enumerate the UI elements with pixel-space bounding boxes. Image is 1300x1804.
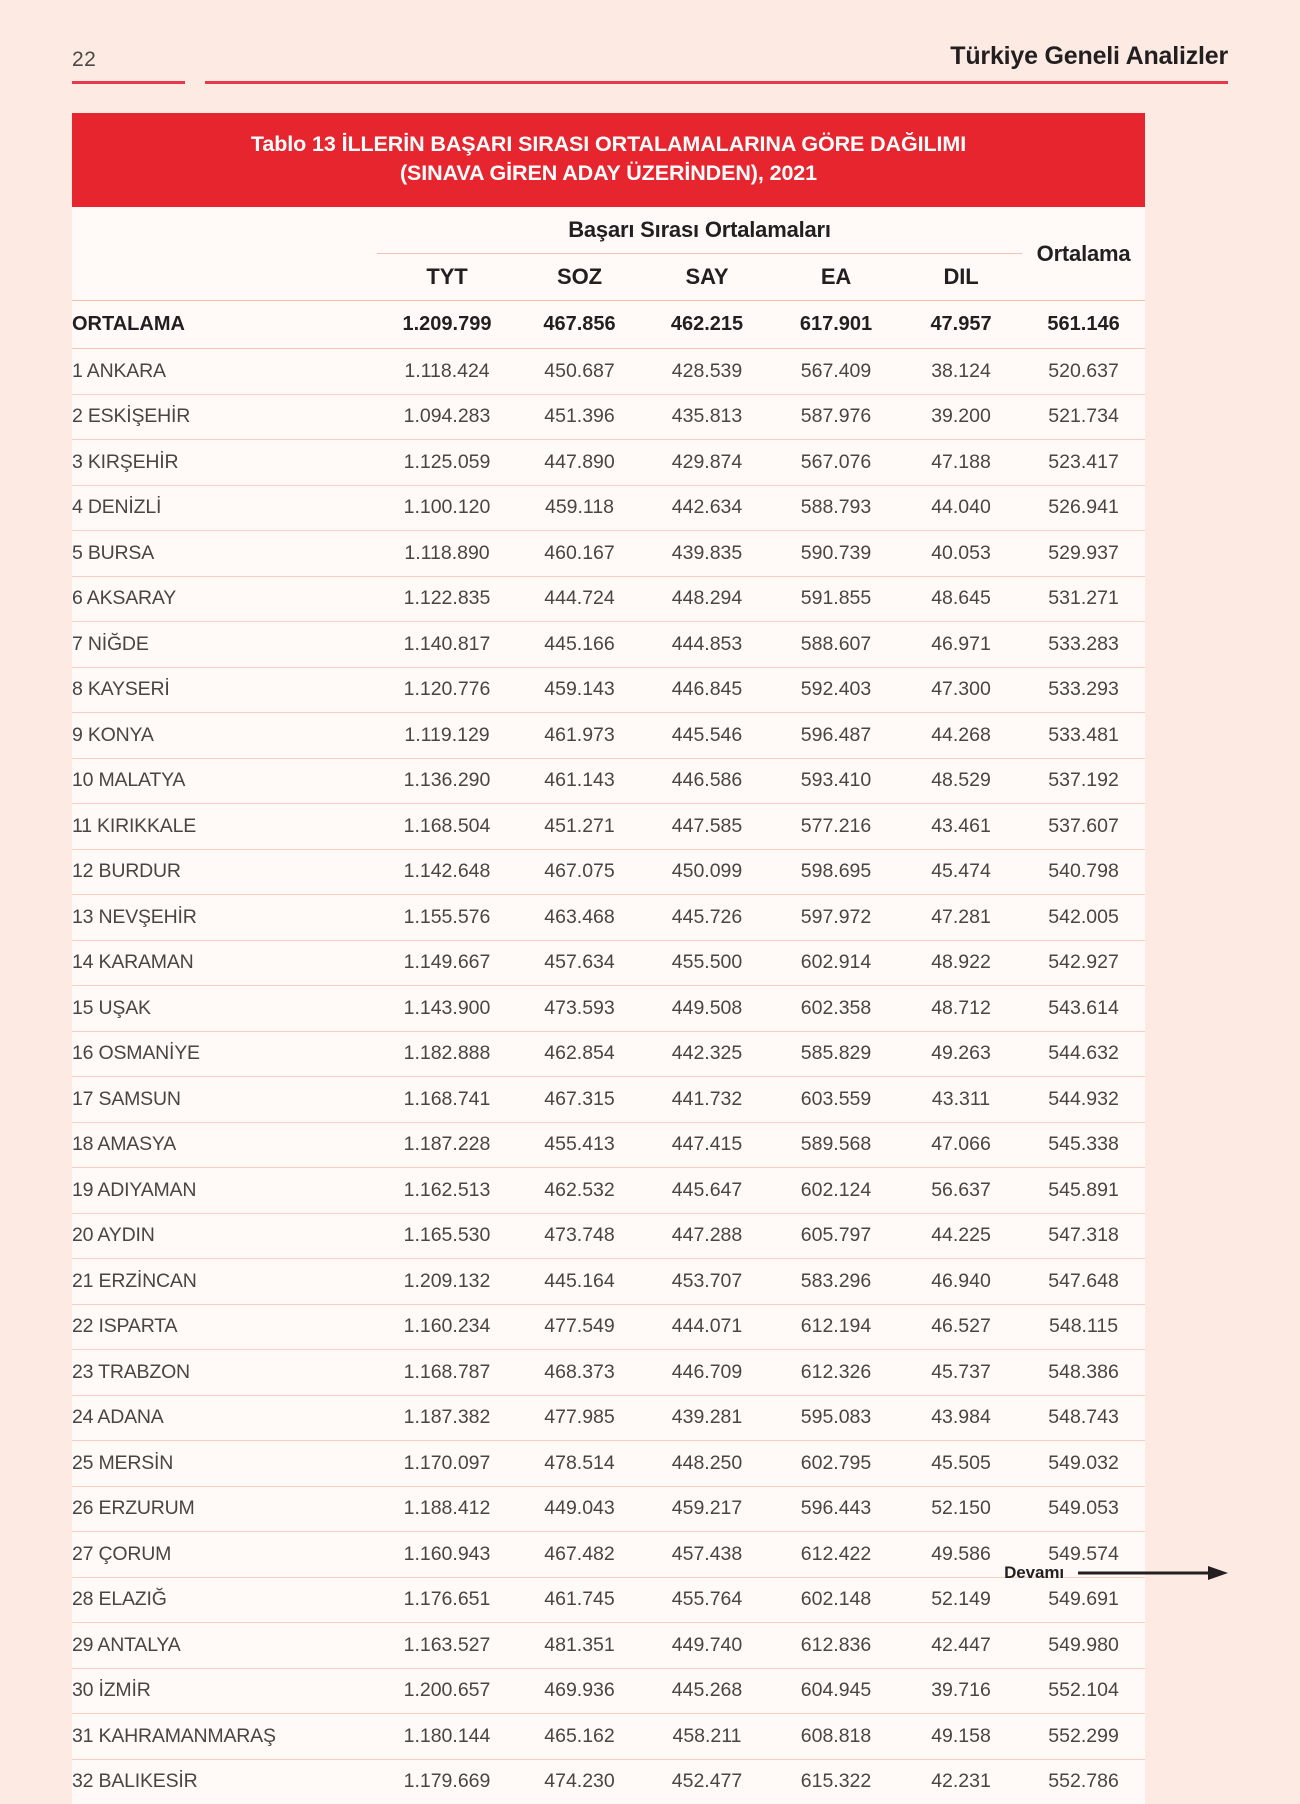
- table-cell-dil: 47.281: [900, 895, 1022, 941]
- average-row: [72, 301, 1145, 349]
- table-cell-city: 27 ÇORUM: [72, 1532, 377, 1578]
- table-row: [72, 758, 1145, 804]
- table-cell-ea: 587.976: [772, 394, 900, 440]
- table-cell-say: 446.709: [642, 1350, 772, 1396]
- table-cell-soz: 473.748: [517, 1213, 642, 1259]
- header-group-basari-sirasi: Başarı Sırası Ortalamaları: [377, 207, 1022, 254]
- table-cell-ea: 612.326: [772, 1350, 900, 1396]
- table-cell-dil: 45.474: [900, 849, 1022, 895]
- table-cell-ea: 583.296: [772, 1259, 900, 1305]
- table-cell-tyt: 1.162.513: [377, 1168, 517, 1214]
- table-head-sub-row: [72, 254, 1145, 301]
- table-cell-ortalama: 542.927: [1022, 940, 1145, 986]
- table-cell-ea: 612.836: [772, 1623, 900, 1669]
- header-column-tyt: TYT: [377, 254, 517, 301]
- table-cell-say: 442.634: [642, 485, 772, 531]
- table-cell-dil: 56.637: [900, 1168, 1022, 1214]
- table-cell-tyt: 1.136.290: [377, 758, 517, 804]
- table-cell-soz: 459.118: [517, 485, 642, 531]
- average-row-ea: 617.901: [772, 301, 900, 349]
- table-cell-tyt: 1.188.412: [377, 1486, 517, 1532]
- table-cell-tyt: 1.180.144: [377, 1714, 517, 1760]
- table-cell-soz: 467.075: [517, 849, 642, 895]
- table-cell-tyt: 1.163.527: [377, 1623, 517, 1669]
- table-cell-dil: 44.268: [900, 713, 1022, 759]
- table-cell-ea: 615.322: [800, 1770, 872, 1793]
- table-cell-ea: 602.795: [772, 1441, 900, 1487]
- table-cell-city: 6 AKSARAY: [72, 576, 377, 622]
- table-cell-ea: 567.076: [772, 440, 900, 486]
- table-row: [72, 1031, 1145, 1077]
- table-cell-dil: 44.225: [900, 1213, 1022, 1259]
- table-row: [72, 394, 1145, 440]
- table-cell-city: 17 SAMSUN: [72, 1077, 377, 1123]
- table-cell-dil: 42.231: [931, 1770, 991, 1793]
- table-cell-ortalama: 549.980: [1022, 1623, 1145, 1669]
- table-cell-say: 439.281: [642, 1395, 772, 1441]
- table-cell-say: 445.647: [642, 1168, 772, 1214]
- table-cell-soz: 451.271: [517, 804, 642, 850]
- table-cell-soz: 445.164: [517, 1259, 642, 1305]
- table-cell-say: 459.217: [642, 1486, 772, 1532]
- table-row: [72, 849, 1145, 895]
- table-cell-ea: 612.194: [772, 1304, 900, 1350]
- table-cell-say: 444.853: [642, 622, 772, 668]
- table-cell-dil: 48.529: [900, 758, 1022, 804]
- table-cell-say: 455.500: [642, 940, 772, 986]
- table-cell-tyt: 1.168.787: [377, 1350, 517, 1396]
- table-row: [72, 713, 1145, 759]
- table-cell-ea: 608.818: [772, 1714, 900, 1760]
- page-running-header: [72, 42, 1228, 90]
- table-cell-tyt: 1.125.059: [377, 440, 517, 486]
- table-cell-city: 2 ESKİŞEHİR: [72, 394, 377, 440]
- table-cell-ortalama: 547.318: [1022, 1213, 1145, 1259]
- table-cell-city: 26 ERZURUM: [72, 1486, 377, 1532]
- table-cell-soz: 477.549: [517, 1304, 642, 1350]
- table-cell-dil: 38.124: [900, 349, 1022, 395]
- table-cell-soz: 461.973: [517, 713, 642, 759]
- table-cell-dil: 49.586: [900, 1532, 1022, 1578]
- table-cell-soz: 462.532: [517, 1168, 642, 1214]
- table-cell-city: 5 BURSA: [72, 531, 377, 577]
- table-cell-say: 452.477: [671, 1770, 743, 1793]
- table-cell-dil: 39.200: [900, 394, 1022, 440]
- table-title-line-1: Tablo 13 İLLERİN BAŞARI SIRASI ORTALAMALARINA GÖRE DAĞILIMI: [250, 132, 967, 156]
- table-cell-soz: 467.315: [517, 1077, 642, 1123]
- table-cell-dil: 52.150: [900, 1486, 1022, 1532]
- table-row: [72, 576, 1145, 622]
- table-cell-city: 25 MERSİN: [72, 1441, 377, 1487]
- table-cell-city: 13 NEVŞEHİR: [72, 895, 377, 941]
- table-cell-soz: 450.687: [517, 349, 642, 395]
- header-column-ortalama: Ortalama: [1022, 207, 1145, 301]
- table-head: [72, 207, 1145, 301]
- table-cell-dil: 48.645: [900, 576, 1022, 622]
- table-cell-ortalama: 523.417: [1022, 440, 1145, 486]
- table-cell-tyt: 1.122.835: [377, 576, 517, 622]
- table-cell-ea: 590.739: [772, 531, 900, 577]
- table-cell-say: 448.250: [642, 1441, 772, 1487]
- table-cell-dil: 52.149: [900, 1577, 1022, 1623]
- table-cell-soz: 463.468: [517, 895, 642, 941]
- table-row: [72, 1168, 1145, 1214]
- table-cell-city: 28 ELAZIĞ: [72, 1577, 377, 1623]
- average-row-soz: 467.856: [517, 301, 642, 349]
- table-row: [72, 1213, 1145, 1259]
- table-cell-dil: 48.712: [900, 986, 1022, 1032]
- table-cell-soz: 481.351: [517, 1623, 642, 1669]
- table-row: [72, 1259, 1145, 1305]
- table-cell-say: 447.585: [642, 804, 772, 850]
- table-cell-city: 18 AMASYA: [72, 1122, 377, 1168]
- table-cell-tyt: 1.165.530: [377, 1213, 517, 1259]
- table-cell-say: 445.726: [642, 895, 772, 941]
- table-cell-say: 429.874: [642, 440, 772, 486]
- header-city-column: [72, 254, 377, 301]
- table-cell-dil: 48.922: [900, 940, 1022, 986]
- table-cell-ortalama: 548.386: [1022, 1350, 1145, 1396]
- table-cell-dil: 47.300: [900, 667, 1022, 713]
- table-cell-say: 445.268: [642, 1668, 772, 1714]
- table-cell-ortalama: 552.299: [1022, 1714, 1145, 1760]
- table-row: [72, 895, 1145, 941]
- table-cell-ea: 602.914: [772, 940, 900, 986]
- table-row: [72, 1668, 1145, 1714]
- table-cell-tyt: 1.170.097: [377, 1441, 517, 1487]
- header-section-title: Türkiye Geneli Analizler: [950, 42, 1228, 70]
- table-cell-ea: 597.972: [772, 895, 900, 941]
- table-cell-city: 14 KARAMAN: [72, 940, 377, 986]
- table-row: [72, 1304, 1145, 1350]
- table-cell-ortalama: 547.648: [1022, 1259, 1145, 1305]
- table-cell-soz: 451.396: [517, 394, 642, 440]
- table-cell-tyt: 1.187.228: [377, 1122, 517, 1168]
- table-cell-tyt: 1.168.504: [377, 804, 517, 850]
- table-cell-ea: 595.083: [772, 1395, 900, 1441]
- table-cell-city: 22 ISPARTA: [72, 1304, 377, 1350]
- table-row: [72, 986, 1145, 1032]
- table-cell-city: 15 UŞAK: [72, 986, 377, 1032]
- table-cell-city: 23 TRABZON: [72, 1350, 377, 1396]
- continuation-marker: [72, 1556, 1228, 1590]
- table-cell-city: 7 NİĞDE: [72, 622, 377, 668]
- table-cell-ea: 602.358: [772, 986, 900, 1032]
- table-cell-ortalama: 545.891: [1022, 1168, 1145, 1214]
- table-cell-ea: 603.559: [772, 1077, 900, 1123]
- table-cell-ea: 605.797: [772, 1213, 900, 1259]
- table-cell-ortalama: 520.637: [1022, 349, 1145, 395]
- table-cell-soz: 457.634: [517, 940, 642, 986]
- average-row-label: ORTALAMA: [72, 301, 377, 349]
- table-cell-say: 442.325: [642, 1031, 772, 1077]
- table-row: [72, 531, 1145, 577]
- table-row: [72, 1759, 1145, 1804]
- table-cell-soz: 465.162: [517, 1714, 642, 1760]
- table-cell-city: 20 AYDIN: [72, 1213, 377, 1259]
- table-container: [72, 113, 1145, 1804]
- table-cell-ea: 592.403: [772, 667, 900, 713]
- table-row: [72, 1486, 1145, 1532]
- table-cell-soz: 462.854: [517, 1031, 642, 1077]
- table-cell-dil: 47.188: [900, 440, 1022, 486]
- table-cell-tyt: 1.160.234: [377, 1304, 517, 1350]
- table-cell-tyt: 1.149.667: [377, 940, 517, 986]
- table-cell-city: 9 KONYA: [72, 713, 377, 759]
- table-cell-ortalama: 533.481: [1022, 713, 1145, 759]
- table-cell-city: 29 ANTALYA: [72, 1623, 377, 1669]
- table-cell-dil: 46.940: [900, 1259, 1022, 1305]
- table-cell-soz: 478.514: [517, 1441, 642, 1487]
- table-row: [72, 1623, 1145, 1669]
- table-cell-soz: 469.936: [517, 1668, 642, 1714]
- table-cell-ea: 585.829: [772, 1031, 900, 1077]
- table-cell-say: 435.813: [642, 394, 772, 440]
- header-city-blank: [72, 207, 377, 254]
- table-row: [72, 667, 1145, 713]
- table-cell-tyt: 1.119.129: [377, 713, 517, 759]
- table-cell-ortalama: 533.293: [1022, 667, 1145, 713]
- table-cell-soz: 461.745: [517, 1577, 642, 1623]
- table-cell-tyt: 1.100.120: [377, 485, 517, 531]
- table-cell-tyt: 1.187.382: [377, 1395, 517, 1441]
- average-row-dil: 47.957: [900, 301, 1022, 349]
- table-cell-say: 448.294: [642, 576, 772, 622]
- table-cell-ortalama: 533.283: [1022, 622, 1145, 668]
- table-cell-say: 444.071: [642, 1304, 772, 1350]
- table-cell-dil: 45.505: [900, 1441, 1022, 1487]
- table-title-line-2: (SINAVA GİREN ADAY ÜZERİNDEN), 2021: [399, 161, 818, 186]
- table-row: [72, 1122, 1145, 1168]
- table-cell-city: 31 KAHRAMANMARAŞ: [72, 1714, 377, 1760]
- table-cell-city: 1 ANKARA: [72, 349, 377, 395]
- table-row: [72, 1395, 1145, 1441]
- table-row: [72, 485, 1145, 531]
- table-cell-soz: 445.166: [517, 622, 642, 668]
- table-cell-ea: 577.216: [772, 804, 900, 850]
- table-cell-say: 450.099: [642, 849, 772, 895]
- table-cell-tyt: 1.094.283: [377, 394, 517, 440]
- header-column-say: SAY: [642, 254, 772, 301]
- table-cell-ortalama: 540.798: [1022, 849, 1145, 895]
- table-cell-soz: 461.143: [517, 758, 642, 804]
- table-cell-ortalama: 549.574: [1022, 1532, 1145, 1578]
- table-cell-say: 428.539: [642, 349, 772, 395]
- page-number: 22: [72, 48, 97, 71]
- table-row: [72, 1077, 1145, 1123]
- table-cell-soz: 444.724: [517, 576, 642, 622]
- table-cell-ortalama: 521.734: [1022, 394, 1145, 440]
- table-cell-ea: 602.148: [772, 1577, 900, 1623]
- table-cell-ea: 567.409: [772, 349, 900, 395]
- table-cell-tyt: 1.143.900: [377, 986, 517, 1032]
- table-row: [72, 940, 1145, 986]
- table-cell-tyt: 1.142.648: [377, 849, 517, 895]
- table-cell-city: 30 İZMİR: [72, 1668, 377, 1714]
- table-cell-city: 32 BALIKESİR: [72, 1770, 198, 1793]
- average-row-say: 462.215: [642, 301, 772, 349]
- table-cell-dil: 40.053: [900, 531, 1022, 577]
- table-cell-city: 8 KAYSERİ: [72, 667, 377, 713]
- table-cell-tyt: 1.120.776: [377, 667, 517, 713]
- table-cell-tyt: 1.176.651: [377, 1577, 517, 1623]
- table-row: [72, 1441, 1145, 1487]
- table-cell-dil: 43.461: [900, 804, 1022, 850]
- table-cell-ortalama: 537.607: [1022, 804, 1145, 850]
- table-cell-city: 24 ADANA: [72, 1395, 377, 1441]
- table-cell-tyt: 1.182.888: [377, 1031, 517, 1077]
- average-row-ortalama: 561.146: [1022, 301, 1145, 349]
- table-cell-ea: 612.422: [772, 1532, 900, 1578]
- table-cell-say: 455.764: [642, 1577, 772, 1623]
- table-cell-ortalama: 531.271: [1022, 576, 1145, 622]
- table-cell-say: 447.415: [642, 1122, 772, 1168]
- table-cell-ortalama: 526.941: [1022, 485, 1145, 531]
- table-cell-say: 441.732: [642, 1077, 772, 1123]
- table-cell-ortalama: 543.614: [1022, 986, 1145, 1032]
- table-cell-say: 439.835: [642, 531, 772, 577]
- table-cell-soz: 474.230: [544, 1770, 615, 1793]
- table-cell-tyt: 1.140.817: [377, 622, 517, 668]
- table-cell-say: 446.845: [642, 667, 772, 713]
- table-cell-dil: 43.311: [900, 1077, 1022, 1123]
- arrow-right-icon: [1078, 1564, 1228, 1582]
- table-cell-tyt: 1.118.890: [377, 531, 517, 577]
- table-row: [72, 349, 1145, 395]
- table-cell-say: 449.740: [642, 1623, 772, 1669]
- table-cell-soz: 473.593: [517, 986, 642, 1032]
- table-cell-tyt: 1.168.741: [377, 1077, 517, 1123]
- table-cell-say: 446.586: [642, 758, 772, 804]
- table-row: [72, 622, 1145, 668]
- table-cell-ortalama: 537.192: [1022, 758, 1145, 804]
- table-cell-ea: 588.793: [772, 485, 900, 531]
- table-cell-ea: 589.568: [772, 1122, 900, 1168]
- table-row: [72, 1714, 1145, 1760]
- table-cell-city: 4 DENİZLİ: [72, 485, 377, 531]
- table-cell-ortalama: 542.005: [1022, 895, 1145, 941]
- table-cell-ortalama: 552.786: [1048, 1770, 1119, 1793]
- table-cell-soz: 460.167: [517, 531, 642, 577]
- table-cell-say: 445.546: [642, 713, 772, 759]
- table-cell-ortalama: 548.743: [1022, 1395, 1145, 1441]
- table-cell-city: 10 MALATYA: [72, 758, 377, 804]
- table-cell-dil: 46.527: [900, 1304, 1022, 1350]
- table-cell-ea: 596.443: [772, 1486, 900, 1532]
- table-cell-tyt: 1.179.669: [403, 1770, 491, 1793]
- table-cell-ortalama: 544.632: [1022, 1031, 1145, 1077]
- table-cell-dil: 46.971: [900, 622, 1022, 668]
- table-cell-dil: 44.040: [900, 485, 1022, 531]
- table-cell-ea: 593.410: [772, 758, 900, 804]
- table-cell-dil: 45.737: [900, 1350, 1022, 1396]
- table-cell-soz: 467.482: [517, 1532, 642, 1578]
- table-row: [72, 1350, 1145, 1396]
- table-cell-say: 457.438: [642, 1532, 772, 1578]
- table-cell-tyt: 1.155.576: [377, 895, 517, 941]
- table-cell-city: 21 ERZİNCAN: [72, 1259, 377, 1305]
- table-cell-soz: 468.373: [517, 1350, 642, 1396]
- table-cell-dil: 49.263: [900, 1031, 1022, 1077]
- table-row: [72, 804, 1145, 850]
- table-cell-ea: 591.855: [772, 576, 900, 622]
- table-cell-ortalama: 552.104: [1022, 1668, 1145, 1714]
- table-cell-ea: 602.124: [772, 1168, 900, 1214]
- header-rule-short: [72, 81, 185, 84]
- header-column-dil: DIL: [900, 254, 1022, 301]
- table-cell-ortalama: 549.032: [1022, 1441, 1145, 1487]
- header-column-soz: SOZ: [517, 254, 642, 301]
- header-rule-long: [205, 81, 1228, 84]
- table-cell-city: 16 OSMANİYE: [72, 1031, 377, 1077]
- continuation-label: Devamı: [1004, 1563, 1064, 1582]
- table-cell-tyt: 1.160.943: [377, 1532, 517, 1578]
- table-cell-city: 11 KIRIKKALE: [72, 804, 377, 850]
- table-cell-ea: 604.945: [772, 1668, 900, 1714]
- table-cell-ortalama: 545.338: [1022, 1122, 1145, 1168]
- table-cell-dil: 39.716: [900, 1668, 1022, 1714]
- table-cell-ortalama: 549.053: [1022, 1486, 1145, 1532]
- table-head-group-row: [72, 207, 1145, 254]
- table-cell-soz: 459.143: [517, 667, 642, 713]
- table-cell-soz: 447.890: [517, 440, 642, 486]
- table-cell-city: 3 KIRŞEHİR: [72, 440, 377, 486]
- table-cell-ea: 598.695: [772, 849, 900, 895]
- table-cell-tyt: 1.118.424: [377, 349, 517, 395]
- table-cell-say: 447.288: [642, 1213, 772, 1259]
- table-cell-ortalama: 548.115: [1022, 1304, 1145, 1350]
- table-cell-ea: 596.487: [772, 713, 900, 759]
- table-cell-dil: 49.158: [900, 1714, 1022, 1760]
- header-column-ea: EA: [772, 254, 900, 301]
- table-cell-dil: 47.066: [900, 1122, 1022, 1168]
- table-cell-tyt: 1.200.657: [377, 1668, 517, 1714]
- table-cell-city: 12 BURDUR: [72, 849, 377, 895]
- table-cell-ortalama: 529.937: [1022, 531, 1145, 577]
- table-cell-say: 458.211: [642, 1714, 772, 1760]
- table-cell-dil: 42.447: [900, 1623, 1022, 1669]
- table-cell-say: 453.707: [642, 1259, 772, 1305]
- table-cell-ortalama: 544.932: [1022, 1077, 1145, 1123]
- table-cell-tyt: 1.209.132: [377, 1259, 517, 1305]
- table-cell-soz: 449.043: [517, 1486, 642, 1532]
- table-row: [72, 440, 1145, 486]
- table-cell-ea: 588.607: [772, 622, 900, 668]
- table-cell-soz: 477.985: [517, 1395, 642, 1441]
- table-cell-city: 19 ADIYAMAN: [72, 1168, 377, 1214]
- table-title-banner: [72, 113, 1145, 207]
- table-cell-say: 449.508: [642, 986, 772, 1032]
- table-cell-ortalama: 549.691: [1022, 1577, 1145, 1623]
- average-row-tyt: 1.209.799: [377, 301, 517, 349]
- table-cell-soz: 455.413: [517, 1122, 642, 1168]
- table-cell-dil: 43.984: [900, 1395, 1022, 1441]
